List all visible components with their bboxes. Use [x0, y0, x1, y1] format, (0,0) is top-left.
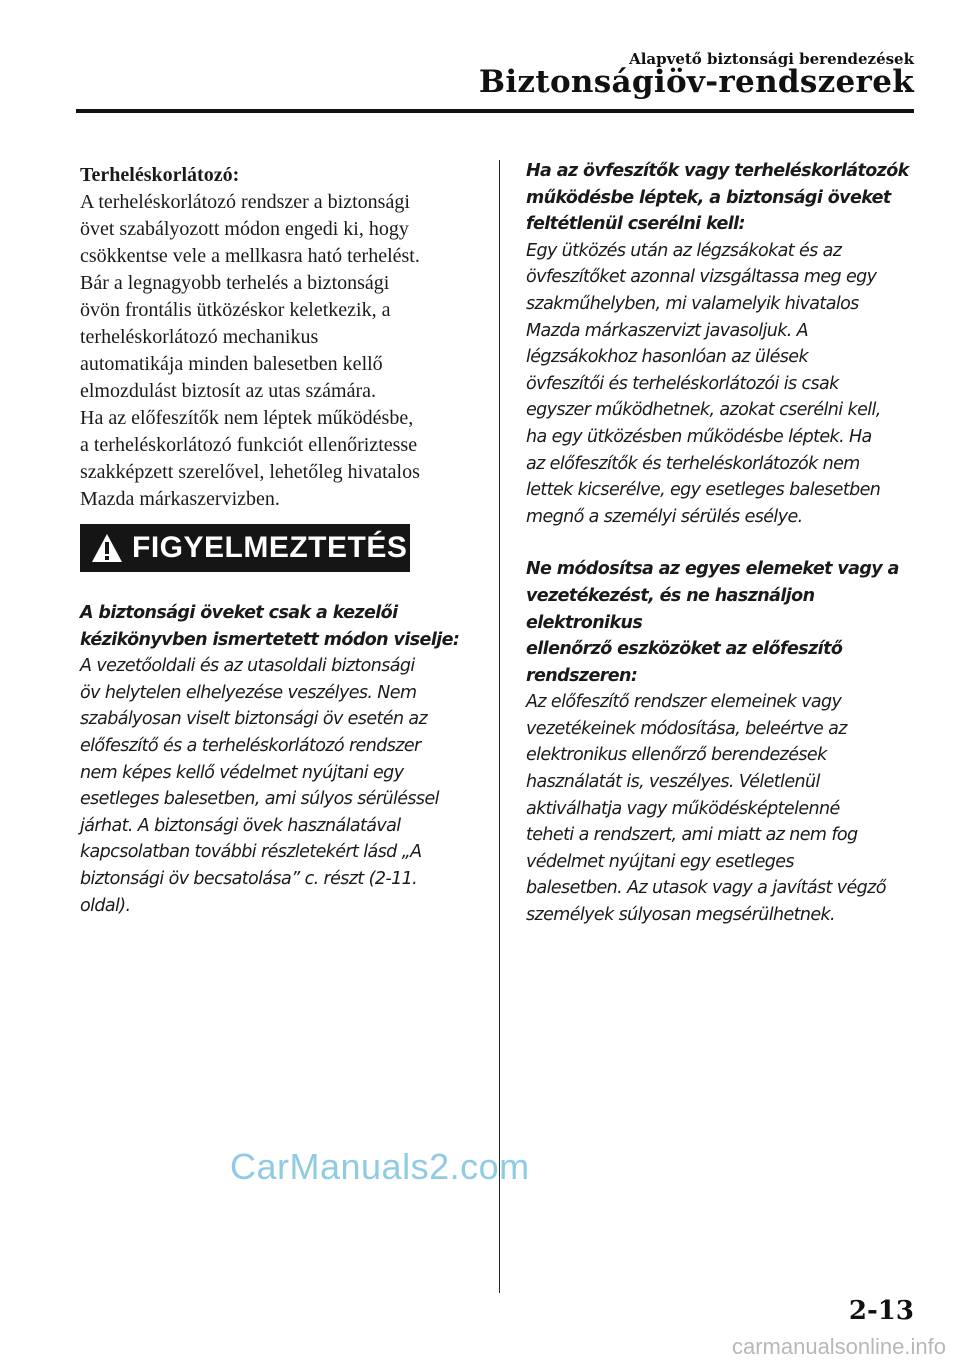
watermark: CarManuals2.com: [230, 1146, 530, 1187]
replacement-body: Egy ütközés után az légzsákokat és az övfeszítőket azonnal vizsgáltassa meg egy szakműhelyben, mi valamelyik hivatalos Mazda márkaszervizt javasoljuk. A légzsákokhoz hasonlóan az ülések övfeszítői és terheléskorlátozói is csak egyszer működhetnek, azokat cserélni kell, ha egy ütközésben működésbe léptek. Ha az előfeszítők és terheléskorlátozók nem lettek kicserélve, egy esetleges balesetben megnő a személyi sérülés esélye.: [526, 240, 881, 527]
page-title: Biztonságiöv-rendszerek: [478, 64, 914, 100]
modification-body: Az előfeszítő rendszer elemeinek vagy vezetékeinek módosítása, beleértve az elektronikus ellenőrző berendezések használatát is, veszélyes. Véletlenül aktiválhatja vagy működésképtelenné teheti a rendszert, ami miatt az nem fog védelmet nyújtani egy esetleges balesetben. Az utasok vagy a javítást végző személyek súlyosan megsérülhetnek.: [526, 692, 886, 926]
load-limiter-heading: Terheléskorlátozó:: [80, 164, 240, 186]
warning-body: A vezetőoldali és az utasoldali biztonsági öv helytelen elhelyezése veszélyes. Nem szabályosan viselt biztonsági öv esetén az előfeszítő és a terheléskorlátozó rendszer nem képes kellő védelmet nyújtani egy esetleges balesetben, ami súlyos sérüléssel járhat. A biztonsági övek használatával kapcsolatban további részletekért lásd „A biztonsági öv becsatolása” c. részt (2-11. oldal).: [80, 656, 439, 916]
header-rule: [76, 109, 914, 113]
load-limiter-body: A terheléskorlátozó rendszer a biztonsági övet szabályozott módon engedi ki, hogy csökkentse vele a mellkasra ható terhelést. Bár a legnagyobb terhelés a biztonsági övön frontális ütközéskor keletkezik, a terheléskorlátozó mechanikus automatikája minden balesetben kellő elmozdulást biztosít az utas számára. Ha az előfeszítők nem léptek működésbe, a terheléskorlátozó funkciót ellenőriztesse szakképzett szerelővel, lehetőleg hivatalos Mazda márkaszervizben.: [80, 191, 420, 510]
page-number: 2-13: [848, 1296, 914, 1326]
header-subtitle: Alapvető biztonsági berendezések: [629, 50, 914, 68]
footer-watermark: carmanualsonline.info: [731, 1334, 946, 1359]
replacement-heading: Ha az övfeszítők vagy terheléskorlátozók működésbe léptek, a biztonsági öveket feltétlenül cserélni kell:: [526, 161, 909, 235]
warning-heading: A biztonsági öveket csak a kezelői kézikönyvben ismertetett módon viselje:: [80, 603, 460, 650]
warning-text: [80, 600, 475, 919]
warning-triangle-icon: [90, 532, 124, 564]
column-divider: [499, 160, 500, 1293]
right-column: [526, 158, 921, 929]
warning-banner: [80, 524, 410, 572]
warning-label: FIGYELMEZTETÉS: [132, 531, 408, 564]
modification-heading: Ne módosítsa az egyes elemeket vagy a vezetékezést, és ne használjon elektronikus ellenőrző eszközöket az előfeszítő rendszeren:: [526, 559, 899, 686]
left-column: [80, 158, 475, 513]
